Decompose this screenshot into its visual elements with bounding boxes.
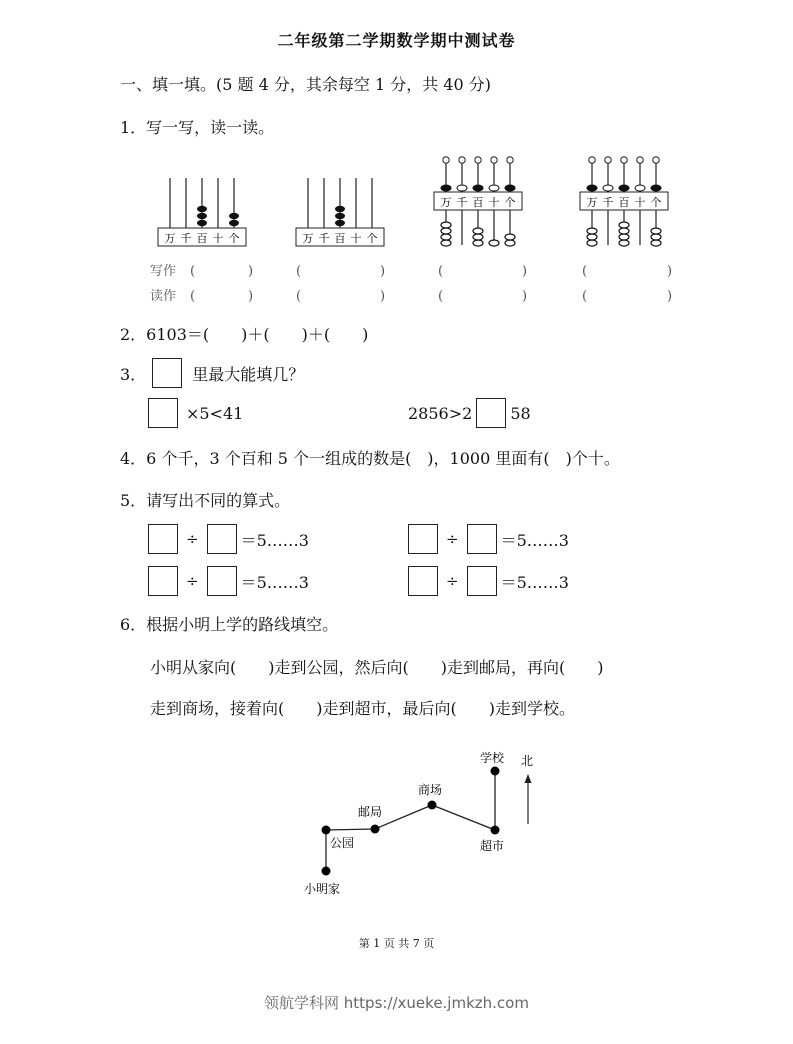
watermark: 领航学科网 https://xueke.jmkzh.com xyxy=(264,994,529,1012)
abacus xyxy=(580,157,668,246)
route-line xyxy=(326,771,495,871)
page-title: 二年级第二学期数学期中测试卷 xyxy=(277,31,516,50)
abacus-bead xyxy=(335,220,345,226)
abacus-rod-cap xyxy=(507,157,513,163)
q3-left-suffix: ×5<41 xyxy=(186,403,244,423)
question-3-number: 3． xyxy=(120,364,147,384)
place-label: 百 xyxy=(472,196,484,209)
question-6-line-2: 走到商场，接着向( )走到超市，最后向( )走到学校。 xyxy=(150,699,575,718)
abacus-rod-cap xyxy=(621,157,627,163)
paren-close: ) xyxy=(248,264,254,279)
write-label: 写作 xyxy=(150,264,177,279)
north-arrow-head xyxy=(525,774,532,783)
question-2: 2．6103＝( )＋( )＋( ) xyxy=(120,325,369,344)
dividend-box[interactable] xyxy=(148,566,178,596)
place-label: 万 xyxy=(164,232,176,245)
divide-sign: ÷ xyxy=(186,530,199,548)
divisor-box[interactable] xyxy=(207,566,237,596)
abacus-bead xyxy=(229,220,239,226)
paren-open: ( xyxy=(296,289,302,304)
place-label: 百 xyxy=(618,196,630,209)
paren-close: ) xyxy=(248,289,254,304)
abacus-bead xyxy=(473,228,483,234)
place-label: 千 xyxy=(602,196,614,209)
abacus-bead xyxy=(473,234,483,240)
abacus-bead xyxy=(335,206,345,212)
divide-sign: ÷ xyxy=(446,572,459,590)
paren-open: ( xyxy=(190,264,196,279)
abacus-rod-cap xyxy=(653,157,659,163)
paren-close: ) xyxy=(667,264,673,279)
abacus-bead xyxy=(587,185,597,191)
abacus-bead xyxy=(197,213,207,219)
paren-close: ) xyxy=(380,264,386,279)
abacus-bead xyxy=(619,240,629,246)
place-label: 个 xyxy=(504,196,516,209)
abacus-bead xyxy=(651,240,661,246)
abacus-bead xyxy=(635,185,645,191)
abacus-rod-cap xyxy=(637,157,643,163)
abacus-bead xyxy=(587,240,597,246)
paren-open: ( xyxy=(296,264,302,279)
abacus-bead xyxy=(441,185,451,191)
place-label: 千 xyxy=(456,196,468,209)
abacus-bead xyxy=(619,234,629,240)
abacus-bead xyxy=(441,222,451,228)
abacus-bead xyxy=(651,228,661,234)
abacus-bead xyxy=(505,185,515,191)
abacus-bead xyxy=(489,240,499,246)
label-market: 超市 xyxy=(480,839,505,853)
paren-open: ( xyxy=(190,289,196,304)
abacus-group xyxy=(0,150,793,255)
home-dot xyxy=(322,867,331,876)
abacus-rod-cap xyxy=(589,157,595,163)
abacus-bead xyxy=(651,234,661,240)
division-equation xyxy=(148,566,309,596)
abacus-bead xyxy=(619,222,629,228)
place-label: 万 xyxy=(586,196,598,209)
place-label: 个 xyxy=(228,232,240,245)
place-label: 十 xyxy=(634,196,646,209)
paren-close: ) xyxy=(522,264,528,279)
question-5: 5．请写出不同的算式。 xyxy=(120,491,291,510)
place-label: 个 xyxy=(366,232,378,245)
place-label: 千 xyxy=(318,232,330,245)
paren-open: ( xyxy=(438,264,444,279)
read-label: 读作 xyxy=(150,289,177,304)
abacus-bead xyxy=(197,206,207,212)
place-label: 十 xyxy=(350,232,362,245)
q3-right-expression xyxy=(408,398,531,428)
abacus-bead xyxy=(587,228,597,234)
divisor-box[interactable] xyxy=(467,566,497,596)
abacus-bead xyxy=(587,234,597,240)
park-dot xyxy=(322,826,331,835)
place-label: 万 xyxy=(440,196,452,209)
q3-right-prefix: 2856>2 xyxy=(408,403,473,423)
paren-open: ( xyxy=(438,289,444,304)
q3-left-expression xyxy=(148,398,243,428)
division-equation xyxy=(408,524,569,554)
division-equation xyxy=(408,566,569,596)
abacus-rod-cap xyxy=(491,157,497,163)
question-4: 4．6 个千，3 个百和 5 个一组成的数是( )，1000 里面有( )个十。 xyxy=(120,449,620,468)
divide-sign: ÷ xyxy=(446,530,459,548)
answer-box[interactable] xyxy=(148,398,178,428)
label-school: 学校 xyxy=(480,751,505,765)
place-label: 千 xyxy=(180,232,192,245)
abacus-bead xyxy=(651,185,661,191)
equation-result: ＝5……3 xyxy=(500,572,569,592)
abacus-bead xyxy=(619,228,629,234)
paren-open: ( xyxy=(582,289,588,304)
abacus-bead xyxy=(603,185,613,191)
question-1: 1．写一写，读一读。 xyxy=(120,118,275,137)
abacus-bead xyxy=(505,234,515,240)
paren-close: ) xyxy=(667,289,673,304)
abacus-bead xyxy=(473,185,483,191)
division-equation xyxy=(148,524,309,554)
divisor-box[interactable] xyxy=(467,524,497,554)
abacus-rod-cap xyxy=(459,157,465,163)
dividend-box[interactable] xyxy=(408,566,438,596)
question-3-text: 里最大能填几？ xyxy=(192,364,305,384)
question-3 xyxy=(120,358,304,388)
equation-result: ＝5……3 xyxy=(500,530,569,550)
label-mall: 商场 xyxy=(418,783,443,797)
abacus-bead xyxy=(457,185,467,191)
section-heading: 一、填一填。(5 题 4 分，其余每空 1 分，共 40 分) xyxy=(120,75,491,94)
abacus xyxy=(434,157,522,246)
abacus-bead xyxy=(335,213,345,219)
label-post: 邮局 xyxy=(358,805,383,819)
equation-result: ＝5……3 xyxy=(240,530,309,550)
abacus-bead xyxy=(505,240,515,246)
place-label: 十 xyxy=(488,196,500,209)
question-6-line-1: 小明从家向( )走到公园，然后向( )走到邮局，再向( ) xyxy=(150,658,604,677)
abacus-bead xyxy=(229,213,239,219)
market-dot xyxy=(491,826,500,835)
abacus-bead xyxy=(441,234,451,240)
answer-box[interactable] xyxy=(476,398,506,428)
school-dot xyxy=(491,767,500,776)
question-6: 6．根据小明上学的路线填空。 xyxy=(120,615,339,634)
place-label: 十 xyxy=(212,232,224,245)
abacus-bead xyxy=(441,228,451,234)
paren-close: ) xyxy=(380,289,386,304)
dividend-box[interactable] xyxy=(408,524,438,554)
label-park: 公园 xyxy=(330,836,355,850)
abacus xyxy=(296,178,384,246)
label-north: 北 xyxy=(521,754,534,768)
place-label: 百 xyxy=(334,232,346,245)
abacus-bead xyxy=(473,240,483,246)
paren-close: ) xyxy=(522,289,528,304)
abacus-bead xyxy=(197,220,207,226)
abacus xyxy=(158,178,246,246)
route-map xyxy=(290,740,560,910)
place-label: 万 xyxy=(302,232,314,245)
sample-answer-box xyxy=(152,358,182,388)
page-footer: 第 1 页 共 7 页 xyxy=(358,937,435,950)
abacus-bead xyxy=(441,240,451,246)
abacus-rod-cap xyxy=(605,157,611,163)
place-label: 百 xyxy=(196,232,208,245)
paren-open: ( xyxy=(582,264,588,279)
equation-result: ＝5……3 xyxy=(240,572,309,592)
mall-dot xyxy=(428,801,437,810)
abacus-rod-cap xyxy=(443,157,449,163)
divide-sign: ÷ xyxy=(186,572,199,590)
place-label: 个 xyxy=(650,196,662,209)
abacus-rod-cap xyxy=(475,157,481,163)
divisor-box[interactable] xyxy=(207,524,237,554)
label-home: 小明家 xyxy=(304,882,341,896)
abacus-bead xyxy=(619,185,629,191)
q3-right-suffix: 58 xyxy=(510,403,531,423)
dividend-box[interactable] xyxy=(148,524,178,554)
post-dot xyxy=(371,825,380,834)
abacus-bead xyxy=(489,185,499,191)
